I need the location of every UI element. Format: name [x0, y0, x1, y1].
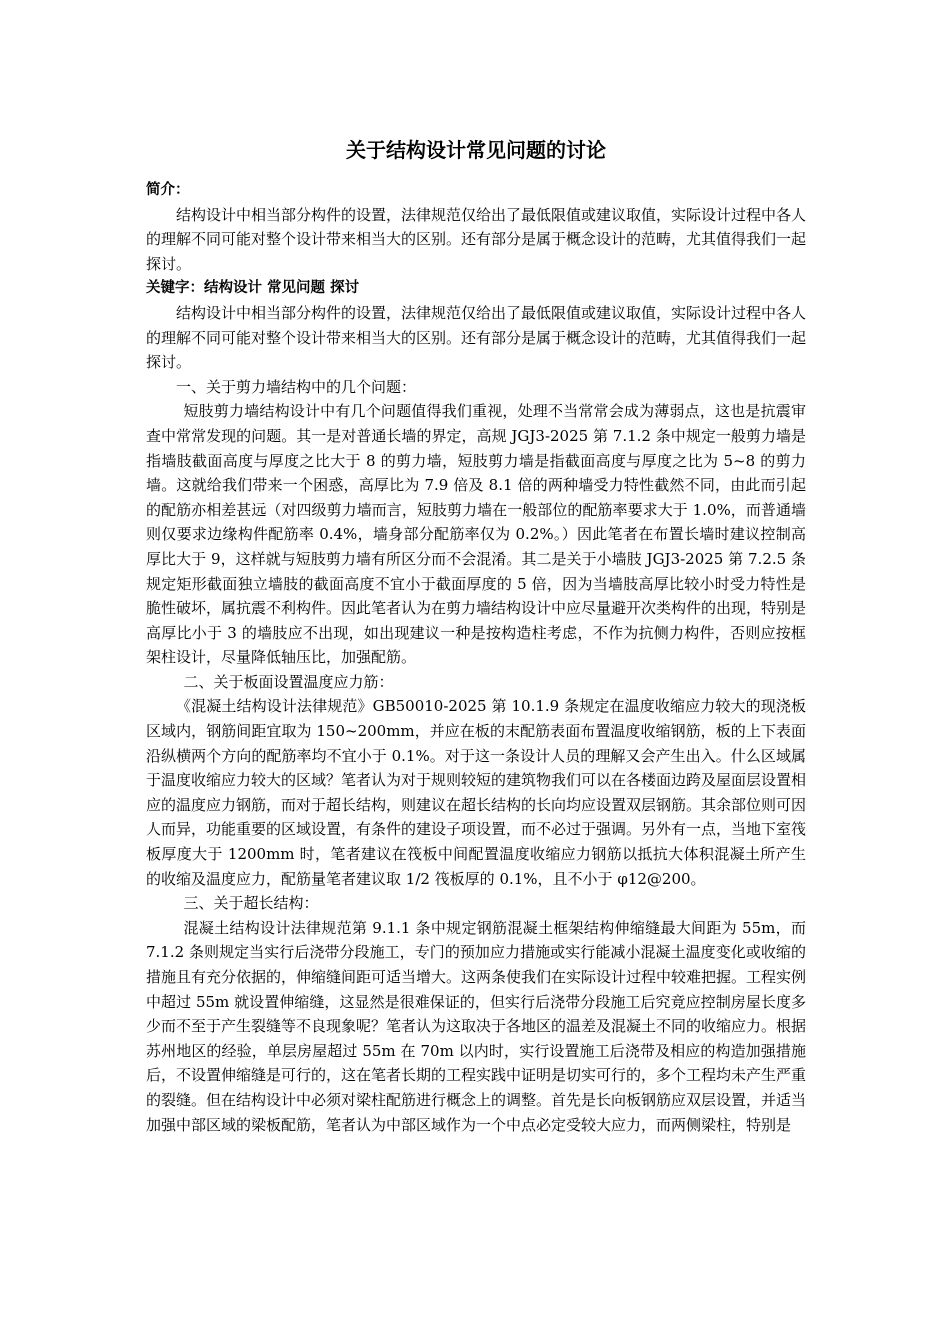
document-content	[146, 135, 806, 1137]
section-heading-3: 三、关于超长结构：	[183, 894, 319, 913]
intro-label: 简介：	[146, 182, 190, 198]
section-text-1: 短肢剪力墙结构设计中有几个问题值得我们重视，处理不当常常会成为薄弱点，这也是抗震审查中常常发现的问题。其一是对普通长墙的界定，高规 JGJ3-2025 第 7.1.2 条中规定一般剪力墙是指墙肢截面高度与厚度之比大于 8 的剪力墙，短肢剪力墙是指截面高度与厚度之比为 5~8 的剪力墙。这就给我们带来一个困惑，高厚比为 7.9 倍及 8.1 倍的两种墙受力特性截然不同，由此而引起的配筋亦相差甚远（对四级剪力墙而言，短肢剪力墙在一般部位的配筋率要求大于 1.0%，而普通墙则仅要求边缘构件配筋率 0.4%，墙身部分配筋率仅为 0.2%。）因此笔者在布置长墙时建议控制高厚比大于 9，这样就与短肢剪力墙有所区分而不会混淆。其二是关于小墙肢 JGJ3-2025 第 7.2.5 条规定矩形截面独立墙肢的截面高度不宜小于截面厚度的 5 倍，因为当墙肢高厚比较小时受力特性是脆性破坏，属抗震不利构件。因此笔者认为在剪力墙结构设计中应尽量避开次类构件的出现，特别是高厚比小于 3 的墙肢应不出现，如出现建议一种是按构造柱考虑，不作为抗侧力构件，否则应按框架柱设计，尽量降低轴压比，加强配筋。	[146, 402, 807, 667]
body-intro-paragraph: 结构设计中相当部分构件的设置，法律规范仅给出了最低限值或建议取值，实际设计过程中各人的理解不同可能对整个设计带来相当大的区别。还有部分是属于概念设计的范畴，尤其值得我们一起探讨。	[146, 303, 807, 372]
section-text-2: 《混凝土结构设计法律规范》GB50010-2025 第 10.1.9 条规定在温度收缩应力较大的现浇板区域内，钢筋间距宜取为 150~200mm，并应在板的末配筋表面布置温度收缩钢筋，板的上下表面沿纵横两个方向的配筋率均不宜小于 0.1%。对于这一条设计人员的理解又会产生出入。什么区域属于温度收缩应力较大的区域？笔者认为对于规则较短的建筑物我们可以在各楼面边跨及屋面层设置相应的温度应力钢筋，而对于超长结构，则建议在超长结构的长向均应设置双层钢筋。其余部位则可因人而异，功能重要的区域设置，有条件的建设子项设置，而不必过于强调。另外有一点，当地下室筏板厚度大于 1200mm 时，笔者建议在筏板中间配置温度收缩应力钢筋以抵抗大体积混凝土所产生的收缩及温度应力，配筋量笔者建议取 1/2 筏板厚的 0.1%，且不小于 φ12@200。	[146, 697, 807, 888]
keywords-label: 关键字：结构设计 常见问题 探讨	[146, 280, 360, 297]
section-text-3: 混凝土结构设计法律规范第 9.1.1 条中规定钢筋混凝土框架结构伸缩缝最大间距为 55m，而 7.1.2 条则规定当实行后浇带分段施工，专门的预加应力措施或实行能减小混凝土温度变化或收缩的措施且有充分依据的，伸缩缝间距可适当增大。这两条使我们在实际设计过程中较难把握。工程实例中超过 55m 就设置伸缩缝，这显然是很难保证的，但实行后浇带分段施工后究竟应控制房屋长度多少而不至于产生裂缝等不良现象呢？笔者认为这取决于各地区的温差及混凝土不同的收缩应力。根据苏州地区的经验，单层房屋超过 55m 在 70m 以内时，实行设置施工后浇带及相应的构造加强措施后，不设置伸缩缝是可行的，这在笔者长期的工程实践中证明是切实可行的，多个工程均未产生严重的裂缝。但在结构设计中必须对梁柱配筋进行概念上的调整。首先是长向板钢筋应双层设置，并适当加强中部区域的梁板配筋，笔者认为中部区域作为一个中点必定受较大应力，而两侧梁柱，特别是	[146, 918, 807, 1134]
section-heading-1: 一、关于剪力墙结构中的几个问题：	[176, 377, 417, 396]
intro-paragraph: 结构设计中相当部分构件的设置，法律规范仅给出了最低限值或建议取值，实际设计过程中各人的理解不同可能对整个设计带来相当大的区别。还有部分是属于概念设计的范畴，尤其值得我们一起探讨。	[146, 205, 807, 273]
document-title: 关于结构设计常见问题的讨论	[346, 138, 606, 162]
section-heading-2: 二、关于板面设置温度应力筋：	[183, 672, 394, 691]
